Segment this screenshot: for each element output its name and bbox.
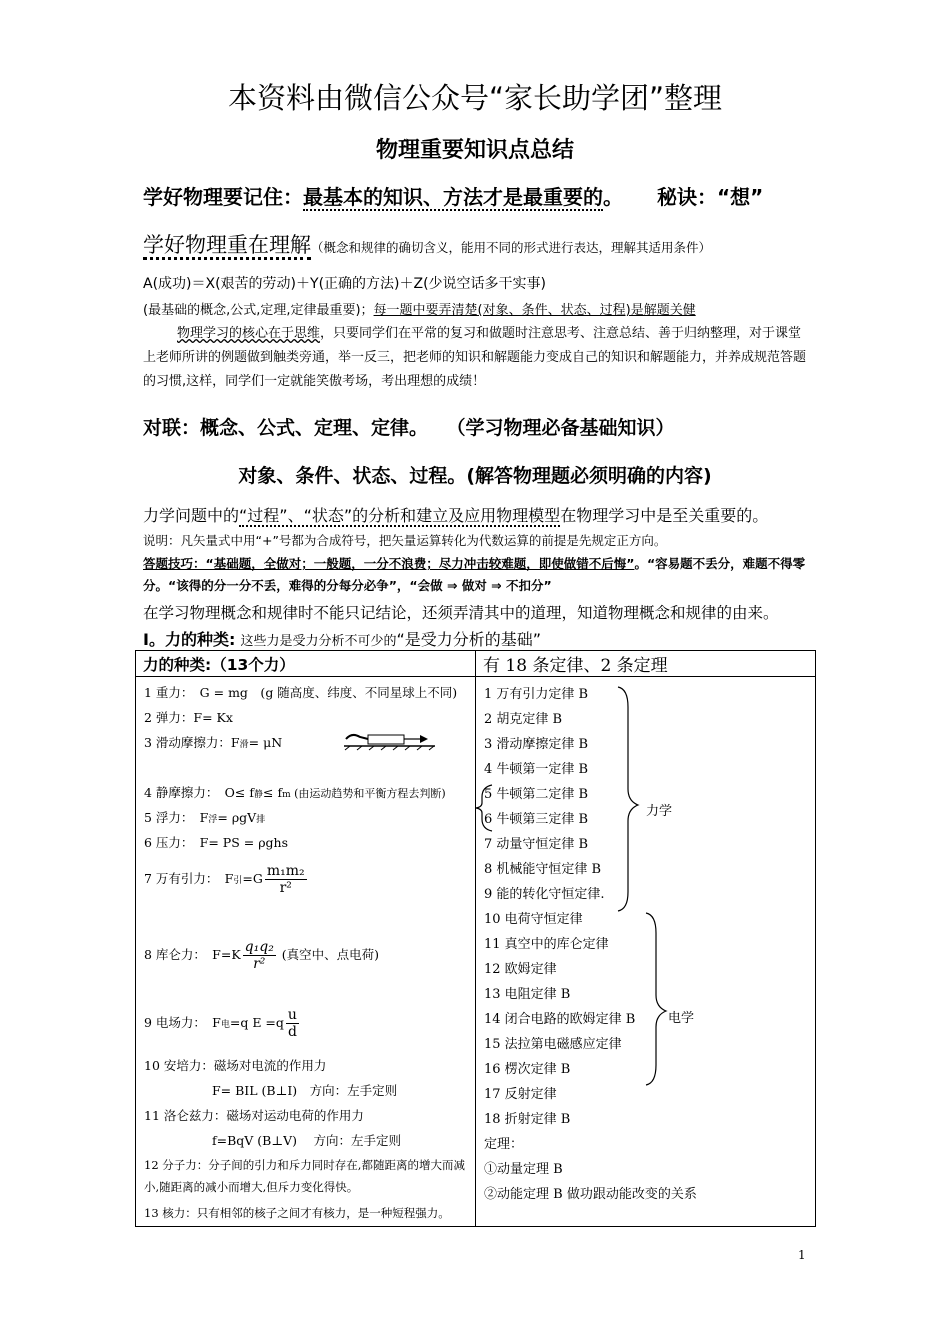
force-elastic: 2 弹力：F= Kx xyxy=(144,710,233,725)
motto-line xyxy=(143,181,763,210)
motto-secret: 秘诀：“想” xyxy=(657,185,764,209)
force-pressure: 6 压力： F= PS = ρghs xyxy=(144,835,289,850)
force-static-friction: 4 静摩擦力： O≤ f静≤ fm (由运动趋势和平衡方程去判断) xyxy=(144,785,446,800)
vector-note: 说明：凡矢量式中用“+”号都为合成符号，把矢量运算转化为代数运算的前提是先规定正方向。 xyxy=(143,533,667,548)
basic-line xyxy=(143,299,696,318)
paragraph-wavy: 物理学习的核心在于思维 xyxy=(177,326,321,341)
force-section-label: Ⅰ。力的种类: xyxy=(143,630,236,649)
force-lorentz-formula: f=BqV (B⊥V) 方向：左手定则 xyxy=(212,1133,401,1148)
law-item: 17 反射定律 xyxy=(484,1087,557,1102)
law-item: 5 牛顿第二定律 B xyxy=(484,787,589,802)
forces-laws-table xyxy=(135,650,816,1227)
couplet-right: （学习物理必备基础知识） xyxy=(456,417,675,439)
left-brace-icon xyxy=(476,785,492,831)
mechanics-prefix: 力学问题中的 xyxy=(143,506,240,525)
laws-cell xyxy=(476,677,816,1227)
force-section-quote: “是受力分析的基础” xyxy=(396,630,542,649)
law-item: 8 机械能守恒定律 B xyxy=(484,862,602,877)
law-item: 14 闭合电路的欧姆定律 B xyxy=(484,1012,636,1027)
force-electric-field: 9 电场力： F电=q E =q $\frac{u}{d}$ xyxy=(144,1007,297,1040)
couplet-line-1 xyxy=(143,413,675,440)
theorem-item: ①动量定理 B xyxy=(484,1162,563,1177)
mechanics-underlined: “过程”、“状态”的分析和建立及应用物理模型 xyxy=(239,506,561,525)
core-paragraph xyxy=(143,322,813,394)
theorem-item: ②动能定理 B 做功跟动能改变的关系 xyxy=(484,1187,697,1202)
force-coulomb: 8 库仑力： F=K $\frac{\text{q₁q₂}}{\text{r²}}$ (真空中、点电荷) xyxy=(144,939,380,972)
law-item: 9 能的转化守恒定律. xyxy=(484,887,605,902)
tips-rest: 。“容易题不丢分，难题不得零分。“该得的分一分不丢，难得的分每分必争”，“会做 ⇒ 做对 ⇒ 不扣分” xyxy=(143,556,806,593)
force-gravitation: 7 万有引力： F引=G $\frac{\text{m₁m₂}}{\text{r²}}$ xyxy=(144,863,305,896)
forces-cell xyxy=(136,677,476,1227)
friction-block-icon xyxy=(342,729,437,751)
force-ampere: 10 安培力：磁场对电流的作用力 xyxy=(144,1058,327,1073)
law-item: 7 动量守恒定律 B xyxy=(484,837,589,852)
theorem-heading: 定理： xyxy=(484,1137,524,1152)
electricity-label: 电学 xyxy=(668,1011,695,1026)
couplet-line-2: 对象、条件、状态、过程。(解答物理题必须明确的内容) xyxy=(238,465,712,487)
force-section-text: 这些力是受力分析不可少的 xyxy=(240,634,397,649)
success-formula: A(成功)＝X(艰苦的劳动)＋Y(正确的方法)＋Z(少说空话多干实事) xyxy=(143,276,547,292)
mechanics-line xyxy=(143,503,768,526)
tips-underlined: 答题技巧：“基础题，全做对；一般题，一分不浪费；尽力冲击较难题，即使做错不后悔” xyxy=(143,556,635,571)
force-buoyancy: 5 浮力： F浮= ρgV排 xyxy=(144,810,266,825)
motto-suffix: 。 xyxy=(603,185,623,209)
answer-tips xyxy=(143,553,813,597)
sub-title: 物理重要知识点总结 xyxy=(375,138,574,163)
paragraph-rest: ，只要同学们在平常的复习和做题时注意思考、注意总结、善于归纳整理，对于课堂上老师所讲的例题做到触类旁通，举一反三，把老师的知识和解题能力变成自己的知识和解题能力，并养成规范答题的习惯,这样，同学们一定就能笑傲考场，考出理想的成绩！ xyxy=(143,326,807,389)
law-item: 12 欧姆定律 xyxy=(484,962,557,977)
brace-overlay xyxy=(476,677,816,1226)
mechanics-label: 力学 xyxy=(646,804,673,819)
force-gravity: 1 重力： G = mg (g 随高度、纬度、不同星球上不同) xyxy=(144,685,458,700)
motto-emphasis: 最基本的知识、方法才是最重要的 xyxy=(303,185,603,209)
force-lorentz: 11 洛仑兹力：磁场对运动电荷的作用力 xyxy=(144,1108,364,1123)
basic-prefix: (最基础的概念,公式,定理,定律最重要)； xyxy=(143,303,374,318)
force-section-heading xyxy=(143,627,541,650)
understand-line xyxy=(143,229,711,259)
law-item: 6 牛顿第三定律 B xyxy=(484,812,589,827)
understand-big: 学好物理重在理解 xyxy=(143,233,311,260)
mechanics-brace-icon xyxy=(618,687,638,911)
motto-prefix: 学好物理要记住： xyxy=(143,185,303,209)
law-item: 16 楞次定律 B xyxy=(484,1062,571,1077)
law-item: 13 电阻定律 B xyxy=(484,987,571,1002)
law-item: 2 胡克定律 B xyxy=(484,712,563,727)
main-title: 本资料由微信公众号“家长助学团”整理 xyxy=(227,81,723,115)
force-molecular: 12 分子力：分子间的引力和斥力同时存在,都随距离的增大而减小,随距离的减小而增大,但斥力变化得快。 xyxy=(144,1158,465,1194)
left-header: 力的种类:（13个力） xyxy=(136,651,476,677)
couplet-left: 对联：概念、公式、定理、定律。 xyxy=(143,417,429,439)
law-item: 3 滑动摩擦定律 B xyxy=(484,737,589,752)
basic-underlined: 每一题中要弄清楚(对象、条件、状态、过程)是解题关健 xyxy=(373,303,696,318)
force-nuclear: 13 核力：只有相邻的核子之间才有核力，是一种短程强力。 xyxy=(144,1206,450,1220)
law-item: 18 折射定律 B xyxy=(484,1112,571,1127)
understand-small: （概念和规律的确切含义，能用不同的形式进行表达，理解其适用条件） xyxy=(311,240,712,255)
force-sliding-friction: 3 滑动摩擦力：F滑= μN xyxy=(144,735,283,750)
learn-line: 在学习物理概念和规律时不能只记结论，还须弄清其中的道理，知道物理概念和规律的由来。 xyxy=(143,604,779,622)
force-ampere-formula: F= BIL (B⊥I) 方向：左手定则 xyxy=(212,1083,398,1098)
electricity-brace-icon xyxy=(646,913,666,1085)
page-number: 1 xyxy=(798,1248,806,1262)
law-item: 15 法拉第电磁感应定律 xyxy=(484,1037,622,1052)
law-item: 4 牛顿第一定律 B xyxy=(484,762,589,777)
right-header: 有 18 条定律、2 条定理 xyxy=(476,651,816,677)
mechanics-suffix: 在物理学习中是至关重要的。 xyxy=(560,506,769,525)
law-item: 10 电荷守恒定律 xyxy=(484,912,583,927)
law-item: 11 真空中的库仑定律 xyxy=(484,937,609,952)
law-item: 1 万有引力定律 B xyxy=(484,687,589,702)
